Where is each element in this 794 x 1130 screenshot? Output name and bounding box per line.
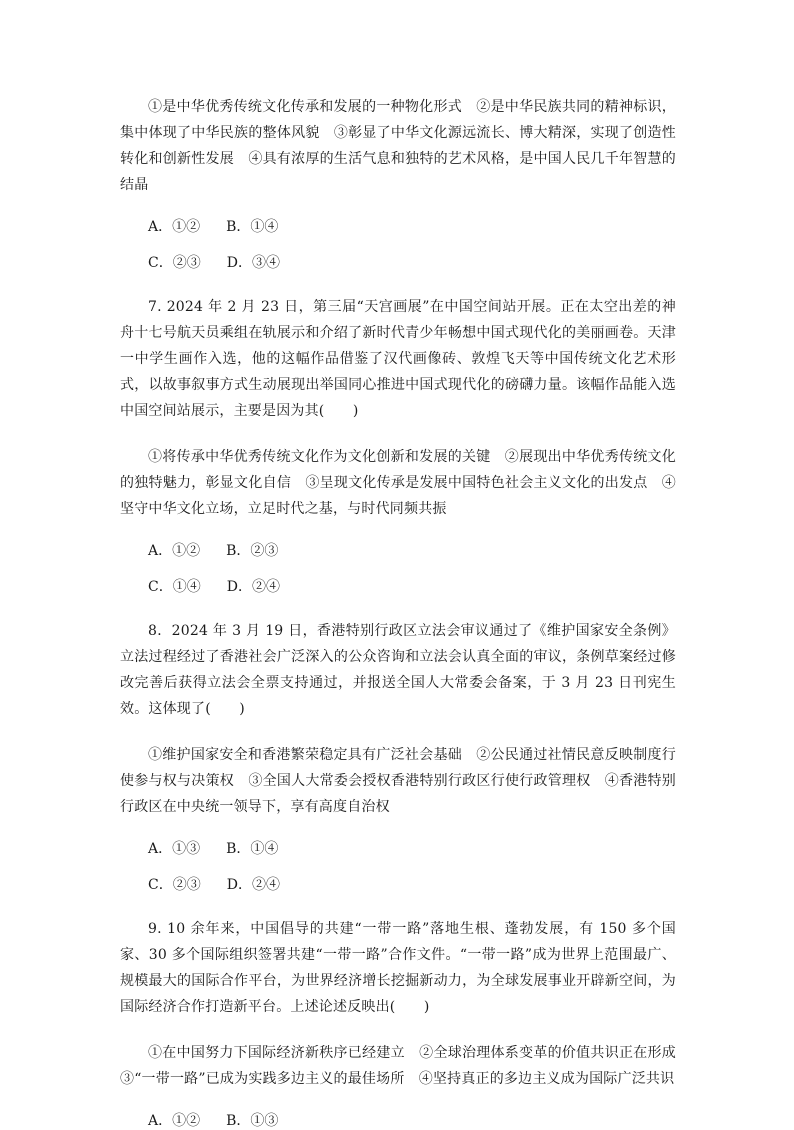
q7-option-b[interactable]: B．②③ — [226, 543, 279, 559]
q7-statements: ①将传承中华优秀传统文化作为文化创新和发展的关键 ②展现出中华优秀传统文化的独特魅力，彰显文化自信 ③呈现文化传承是发展中国特色社会主义文化的出发点 ④坚守中华文化立场，立足时代之基，与时代同频共振 — [120, 449, 676, 517]
q6-options-row-2 — [120, 254, 676, 272]
q8-option-d[interactable]: D．②④ — [226, 877, 280, 893]
document-page — [120, 94, 676, 1130]
q7-stem: 7. 2024 年 2 月 23 日，第三届“天宫画展”在中国空间站开展。正在太空出差的神舟十七号航天员乘组在轨展示和介绍了新时代青少年畅想中国式现代化的美丽画卷。天津一中学生画作入选，他的这幅作品借鉴了汉代画像砖、敦煌飞天等中国传统文化艺术形式，以故事叙事方式生动展现出举国同心推进中国式现代化的磅礴力量。该幅作品能入选中国空间站展示，主要是因为其( ) — [120, 299, 676, 419]
q8-statements: ①维护国家安全和香港繁荣稳定具有广泛社会基础 ②公民通过社情民意反映制度行使参与权与决策权 ③全国人大常委会授权香港特别行政区行使行政管理权 ④香港特别行政区在中央统一领导下，享有高度自治权 — [120, 747, 676, 815]
q6-option-d[interactable]: D．③④ — [226, 255, 280, 271]
q8-option-b[interactable]: B．①④ — [226, 841, 279, 857]
q9-option-a[interactable]: A．①② — [148, 1113, 201, 1129]
q7-option-c[interactable]: C．①④ — [148, 579, 201, 595]
q9-options-row-1 — [120, 1112, 676, 1130]
q6-option-a[interactable]: A．①② — [148, 219, 201, 235]
q6-option-b[interactable]: B．①④ — [226, 219, 279, 235]
q9-statements: ①在中国努力下国际经济新秩序已经建立 ②全球治理体系变革的价值共识正在形成③“一带一路”已成为实践多边主义的最佳场所 ④坚持真正的多边主义成为国际广泛共识 — [120, 1045, 676, 1087]
q8-options-row-2 — [120, 876, 676, 894]
q9-stem: 9. 10 余年来，中国倡导的共建“一带一路”落地生根、蓬勃发展，有 150 多个国家、30 多个国际组织签署共建“一带一路”合作文件。“一带一路”成为世界上范围最广、规模最大的国际合作平台，为世界经济增长挖掘新动力，为全球发展事业开辟新空间，为国际经济合作打造新平台。上述论述反映出( ) — [120, 921, 676, 1015]
q8-option-a[interactable]: A．①③ — [148, 841, 201, 857]
q8-option-c[interactable]: C．②③ — [148, 877, 201, 893]
q6-option-c[interactable]: C．②③ — [148, 255, 201, 271]
q7-option-a[interactable]: A．①② — [148, 543, 201, 559]
q7-options-row-1 — [120, 542, 676, 560]
q6-statements: ①是中华优秀传统文化传承和发展的一种物化形式 ②是中华民族共同的精神标识，集中体现了中华民族的整体风貌 ③彰显了中华文化源远流长、博大精深，实现了创造性转化和创新性发展 ④具有浓厚的生活气息和独特的艺术风格，是中国人民几千年智慧的结晶 — [120, 99, 676, 193]
q8-options-row-1 — [120, 840, 676, 858]
q8-stem: 8．2024 年 3 月 19 日，香港特别行政区立法会审议通过了《维护国家安全条例》 立法过程经过了香港社会广泛深入的公众咨询和立法会认真全面的审议，条例草案经过修改完善后获得立法会全票支持通过，并报送全国人大常委会备案，于 3 月 23 日刊宪生效。这体现了( ) — [120, 623, 676, 717]
q9-option-b[interactable]: B．①③ — [226, 1113, 279, 1129]
q7-options-row-2 — [120, 578, 676, 596]
q6-options-row-1 — [120, 218, 676, 236]
q7-option-d[interactable]: D．②④ — [226, 579, 280, 595]
